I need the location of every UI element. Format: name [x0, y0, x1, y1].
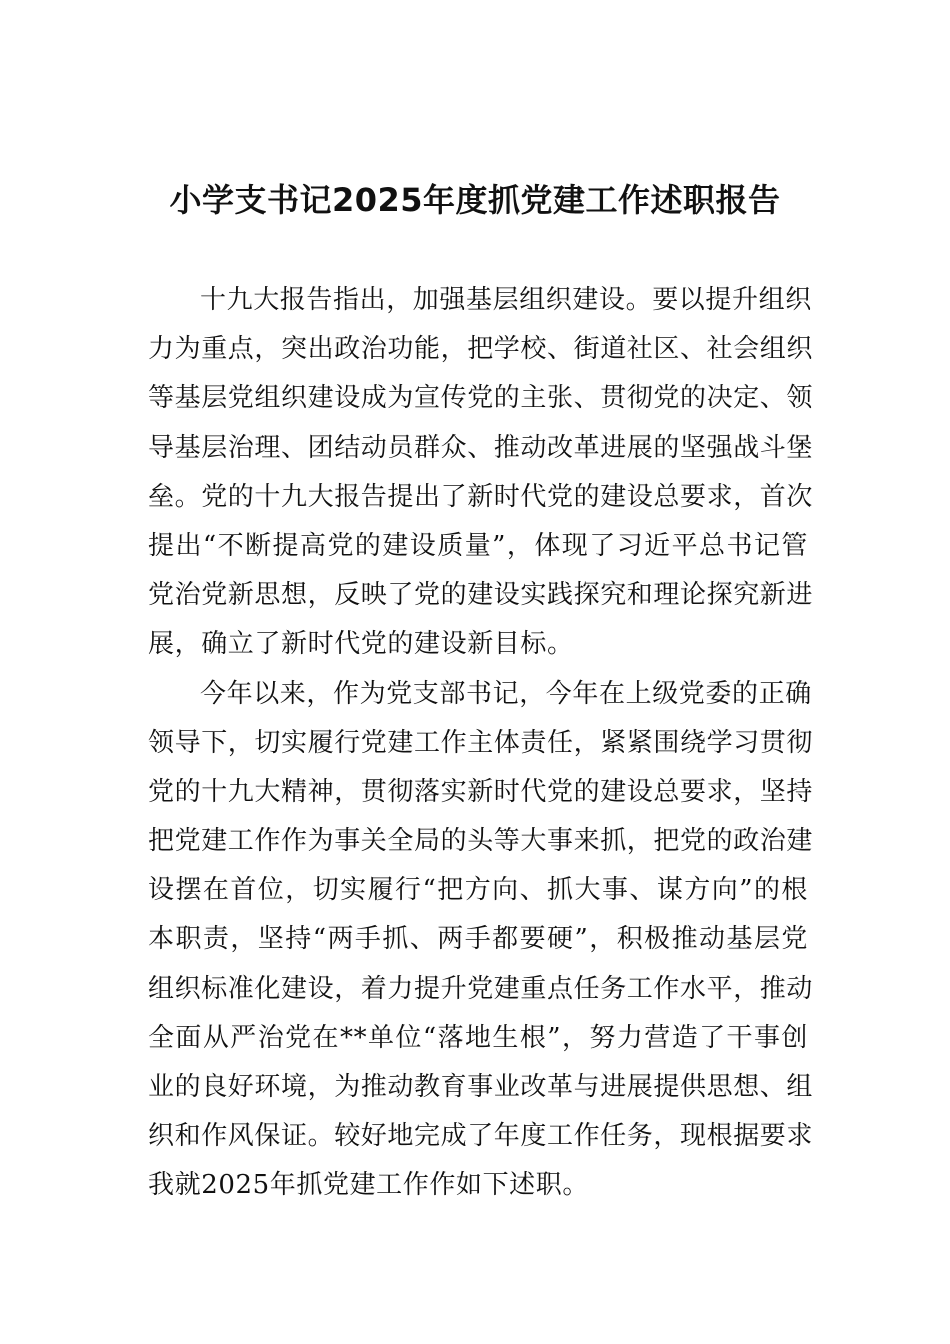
text-line: 本职责，坚持“两手抓、两手都要硬”，积极推动基层党 — [148, 924, 808, 955]
text-line: 党的十九大精神，贯彻落实新时代党的建设总要求，坚持 — [148, 776, 814, 807]
document-body — [148, 276, 814, 1211]
text-line: 党治党新思想，反映了党的建设实践探究和理论探究新进 — [148, 580, 814, 611]
text-line: 业的良好环境，为推动教育事业改革与进展提供思想、组 — [148, 1072, 814, 1102]
paragraph-2 — [148, 670, 814, 1211]
text-line: 设摆在首位，切实履行“把方向、抓大事、谋方向”的根 — [148, 875, 808, 906]
text-line: 导基层治理、团结动员群众、推动改革进展的坚强战斗堡 — [148, 432, 814, 463]
text-line: 十九大报告指出，加强基层组织建设。要以提升组织 — [200, 285, 812, 315]
text-line: 展，确立了新时代党的建设新目标。 — [148, 629, 574, 660]
text-line: 垒。党的十九大报告提出了新时代党的建设总要求，首次 — [148, 481, 814, 512]
text-line: 组织标准化建设，着力提升党建重点任务工作水平，推动 — [148, 973, 814, 1004]
paragraph-1 — [148, 276, 814, 670]
text-line: 今年以来，作为党支部书记，今年在上级党委的正确 — [200, 678, 812, 709]
text-line: 提出“不断提高党的建设质量”，体现了习近平总书记管 — [148, 530, 808, 561]
document-title: 小学支书记2025年度抓党建工作述职报告 — [169, 181, 781, 219]
text-line: 力为重点，突出政治功能，把学校、街道社区、社会组织 — [148, 334, 814, 365]
text-line: 等基层党组织建设成为宣传党的主张、贯彻党的决定、领 — [148, 383, 814, 414]
text-line: 领导下，切实履行党建工作主体责任，紧紧围绕学习贯彻 — [148, 727, 814, 758]
text-line: 织和作风保证。较好地完成了年度工作任务，现根据要求 — [148, 1121, 814, 1152]
text-line: 我就2025年抓党建工作作如下述职。 — [148, 1170, 589, 1201]
text-line: 全面从严治党在**单位“落地生根”，努力营造了干事创 — [148, 1022, 808, 1053]
text-line: 把党建工作作为事关全局的头等大事来抓，把党的政治建 — [148, 826, 814, 857]
